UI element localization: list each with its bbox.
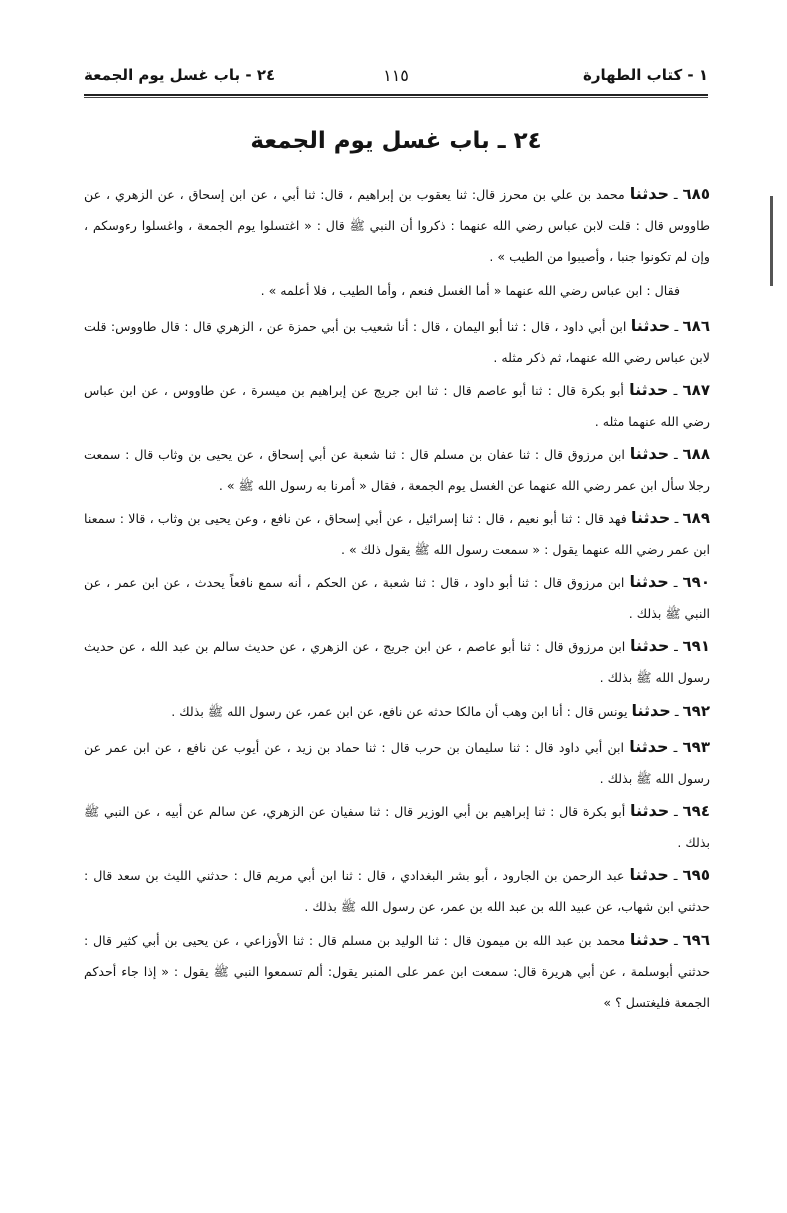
header-rule-thin (84, 97, 708, 98)
hadith-text: ابن أبي داود قال : ثنا سليمان بن حرب قال : ثنا حماد بن زيد ، عن أيوب عن نافع ، عن ابن عمر عن رسول الله ﷺ بذلك . (84, 740, 710, 786)
hadith-number: ٦٩٥ (682, 866, 710, 884)
hadith-number: ٦٩٢ (682, 702, 710, 720)
hadith-number: ٦٩٦ (682, 931, 710, 949)
hadith-689: ٦٨٩ ـ حدثنا فهد قال : ثنا أبو نعيم ، قال : ثنا إسرائيل ، عن أبي إسحاق ، عن نافع ، وعن يحيى بن وثاب ، قالا : سمعنا ابن عمر رضي الله عنهما يقول : « سمعت رسول الله ﷺ يقول ذلك » . (84, 508, 710, 557)
hadith-692: ٦٩٢ ـ حدثنا يونس قال : أنا ابن وهب أن مالكا حدثه عن نافع، عن ابن عمر، عن رسول الله ﷺ بذلك . (171, 701, 710, 720)
hadith-number: ٦٨٨ (682, 445, 710, 463)
hadith-text: ابن أبي داود ، قال : ثنا أبو اليمان ، قال : أنا شعيب بن أبي حمزة عن ، الزهري قال : قال طاووس: قلت لابن عباس رضي الله عنهما، ثم ذكر مثله . (84, 319, 710, 365)
hadith-keyword: حدثنا (630, 508, 671, 527)
hadith-keyword: حدثنا (630, 316, 671, 335)
hadith-text: محمد بن عبد الله بن ميمون قال : ثنا الوليد بن مسلم قال : ثنا الأوزاعي ، عن يحيى بن أبي كثير قال : حدثني أبوسلمة ، عن أبي هريرة قال: سمعت ابن عمر على المنبر يقول: ألم تسمعوا النبي ﷺ يقول : « إذا جاء أحدكم الجمعة فليغتسل ؟ » (84, 933, 710, 1010)
hadith-keyword: حدثنا (629, 380, 669, 399)
hadith-text: أبو بكرة قال : ثنا إبراهيم بن أبي الوزير قال : ثنا سفيان عن الزهري، عن سالم عن أبيه ، عن النبي ﷺ بذلك . (84, 804, 710, 850)
hadith-text: محمد بن علي بن محرز قال: ثنا يعقوب بن إبراهيم ، قال: ثنا أبي ، عن ابن إسحاق ، عن الزهري ، عن طاووس قال : قلت لابن عباس رضي الله عنهما : ذكروا أن النبي ﷺ قال : « اغتسلوا يوم الجمعة ، واغسلوا رءوسكم ، وإن لم تكونوا جنبا ، وأصيبوا من الطيب » . (84, 187, 710, 264)
chapter-header: ٢٤ - باب غسل يوم الجمعة (84, 66, 276, 84)
hadith-note: فقال : ابن عباس رضي الله عنهما « أما الغسل فنعم ، وأما الطيب ، فلا أعلمه » . (260, 283, 680, 298)
hadith-keyword: حدثنا (629, 930, 670, 949)
hadith-695: ٦٩٥ ـ حدثنا عبد الرحمن بن الجارود ، أبو بشر البغدادي ، قال : ثنا ابن أبي مريم قال : حدثني الليث بن سعد قال : حدثني ابن شهاب، عن عبيد الله بن عبد الله بن عمر، عن رسول الله ﷺ بذلك . (84, 865, 710, 914)
hadith-text: يونس قال : أنا ابن وهب أن مالكا حدثه عن نافع، عن ابن عمر، عن رسول الله ﷺ بذلك . (171, 704, 628, 719)
chapter-title: ٢٤ ـ باب غسل يوم الجمعة (250, 128, 542, 154)
hadith-keyword: حدثنا (629, 184, 670, 203)
hadith-687: ٦٨٧ ـ حدثنا أبو بكرة قال : ثنا أبو عاصم قال : ثنا ابن جريج عن إبراهيم بن ميسرة ، عن طاووس ، عن ابن عباس رضي الله عنهما مثله . (84, 380, 710, 429)
hadith-690: ٦٩٠ ـ حدثنا ابن مرزوق قال : ثنا أبو داود ، قال : ثنا شعبة ، عن الحكم ، أنه سمع نافعاً يحدث ، عن ابن عمر ، عن النبي ﷺ بذلك . (84, 572, 710, 621)
hadith-text: ابن مرزوق قال : ثنا أبو داود ، قال : ثنا شعبة ، عن الحكم ، أنه سمع نافعاً يحدث ، عن ابن عمر ، عن النبي ﷺ بذلك . (84, 575, 710, 621)
hadith-keyword: حدثنا (631, 701, 671, 720)
hadith-694: ٦٩٤ ـ حدثنا أبو بكرة قال : ثنا إبراهيم بن أبي الوزير قال : ثنا سفيان عن الزهري، عن سالم عن أبيه ، عن النبي ﷺ بذلك . (84, 801, 710, 850)
hadith-keyword: حدثنا (629, 865, 669, 884)
hadith-text: فهد قال : ثنا أبو نعيم ، قال : ثنا إسرائيل ، عن أبي إسحاق ، عن نافع ، وعن يحيى بن وثاب ، قالا : سمعنا ابن عمر رضي الله عنهما يقول : « سمعت رسول الله ﷺ يقول ذلك » . (84, 511, 710, 557)
hadith-keyword: حدثنا (629, 737, 669, 756)
scan-margin-mark (770, 196, 773, 286)
hadith-keyword: حدثنا (630, 636, 670, 655)
hadith-691: ٦٩١ ـ حدثنا ابن مرزوق قال : ثنا أبو عاصم ، عن ابن جريج ، عن الزهري ، عن حديث سالم بن عبد الله ، عن حديث رسول الله ﷺ بذلك . (84, 636, 710, 685)
book-section-header: ١ - كتاب الطهارة (582, 66, 708, 84)
hadith-number: ٦٨٧ (682, 381, 710, 399)
hadith-number: ٦٨٥ (682, 185, 710, 203)
hadith-number: ٦٩٤ (682, 802, 710, 820)
hadith-number: ٦٩٣ (682, 738, 710, 756)
hadith-693: ٦٩٣ ـ حدثنا ابن أبي داود قال : ثنا سليمان بن حرب قال : ثنا حماد بن زيد ، عن أيوب عن نافع ، عن ابن عمر عن رسول الله ﷺ بذلك . (84, 737, 710, 786)
hadith-686: ٦٨٦ ـ حدثنا ابن أبي داود ، قال : ثنا أبو اليمان ، قال : أنا شعيب بن أبي حمزة عن ، الزهري قال : قال طاووس: قلت لابن عباس رضي الله عنهما، ثم ذكر مثله . (84, 316, 710, 365)
page-number: ١١٥ (383, 66, 409, 85)
hadith-keyword: حدثنا (629, 444, 670, 463)
hadith-text: عبد الرحمن بن الجارود ، أبو بشر البغدادي ، قال : ثنا ابن أبي مريم قال : حدثني الليث بن سعد قال : حدثني ابن شهاب، عن عبيد الله بن عبد الله بن عمر، عن رسول الله ﷺ بذلك . (84, 868, 710, 914)
hadith-text: أبو بكرة قال : ثنا أبو عاصم قال : ثنا ابن جريج عن إبراهيم بن ميسرة ، عن طاووس ، عن ابن عباس رضي الله عنهما مثله . (84, 383, 710, 429)
running-header (84, 66, 708, 94)
hadith-text: ابن مرزوق قال : ثنا عفان بن مسلم قال : ثنا شعبة عن أبي إسحاق ، عن يحيى بن وثاب قال : سمعت رجلا سأل ابن عمر رضي الله عنهما عن الغسل يوم الجمعة ، فقال « أمرنا به رسول الله ﷺ » . (84, 447, 710, 493)
hadith-number: ٦٨٩ (682, 509, 710, 527)
hadith-number: ٦٨٦ (682, 317, 710, 335)
hadith-text: ابن مرزوق قال : ثنا أبو عاصم ، عن ابن جريج ، عن الزهري ، عن حديث سالم بن عبد الله ، عن حديث رسول الله ﷺ بذلك . (84, 639, 710, 685)
hadith-685: ٦٨٥ ـ حدثنا محمد بن علي بن محرز قال: ثنا يعقوب بن إبراهيم ، قال: ثنا أبي ، عن ابن إسحاق ، عن الزهري ، عن طاووس قال : قلت لابن عباس رضي الله عنهما : ذكروا أن النبي ﷺ قال : « اغتسلوا يوم الجمعة ، واغسلوا رءوسكم ، وإن لم تكونوا جنبا ، وأصيبوا من الطيب » . فقال : ابن عباس رضي الله عنهما « أما الغسل فنعم ، وأما الطيب ، فلا أعلمه » . (84, 178, 710, 306)
hadith-keyword: حدثنا (629, 572, 669, 591)
hadith-number: ٦٩٠ (682, 573, 710, 591)
header-rule (84, 94, 708, 96)
hadith-number: ٦٩١ (682, 637, 710, 655)
hadith-688: ٦٨٨ ـ حدثنا ابن مرزوق قال : ثنا عفان بن مسلم قال : ثنا شعبة عن أبي إسحاق ، عن يحيى بن وثاب قال : سمعت رجلا سأل ابن عمر رضي الله عنهما عن الغسل يوم الجمعة ، فقال « أمرنا به رسول الله ﷺ » . (84, 444, 710, 493)
hadith-696: ٦٩٦ ـ حدثنا محمد بن عبد الله بن ميمون قال : ثنا الوليد بن مسلم قال : ثنا الأوزاعي ، عن يحيى بن أبي كثير قال : حدثني أبوسلمة ، عن أبي هريرة قال: سمعت ابن عمر على المنبر يقول: ألم تسمعوا النبي ﷺ يقول : « إذا جاء أحدكم الجمعة فليغتسل ؟ » (84, 930, 710, 1010)
hadith-keyword: حدثنا (629, 801, 670, 820)
